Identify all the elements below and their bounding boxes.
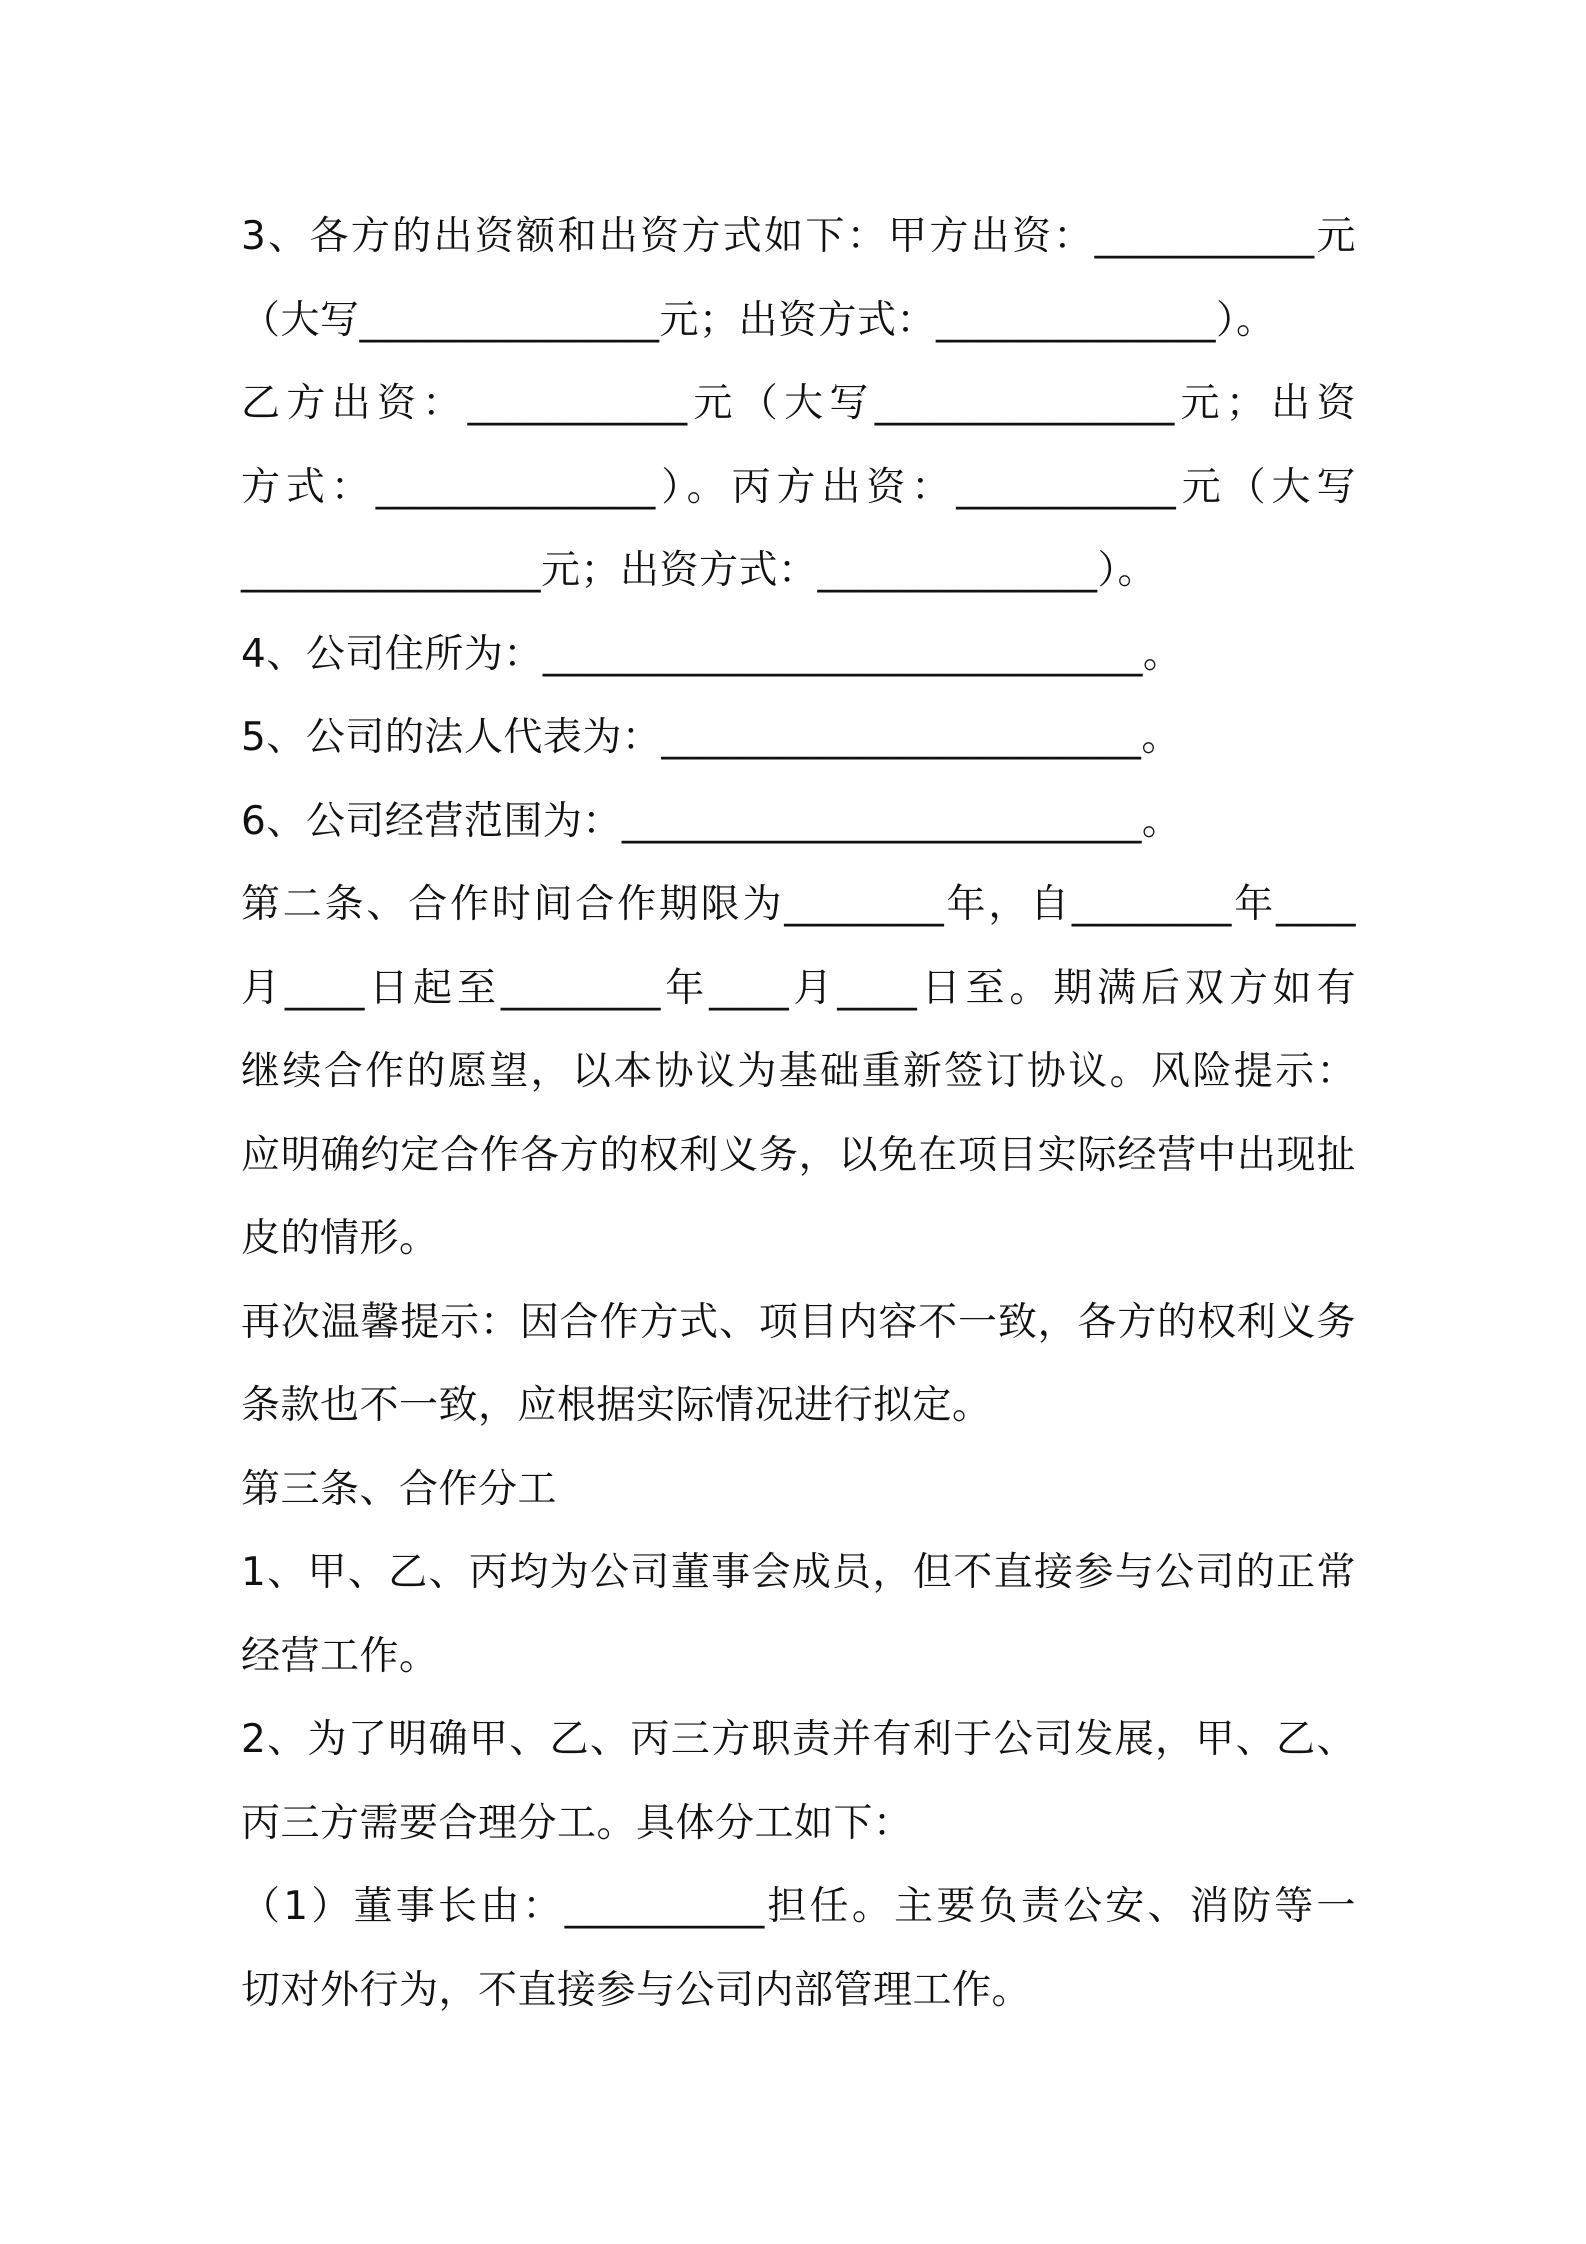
text-line: 再次温馨提示：因合作方式、项目内容不一致，各方的权利义务 [241, 1299, 1356, 1345]
text-line: 第二条、合作时间合作期限为________年，自________年____ [241, 882, 1356, 927]
text-line: 经营工作。 [241, 1633, 439, 1679]
text-line: 继续合作的愿望，以本协议为基础重新签订协议。风险提示： [241, 1049, 1356, 1094]
text-line: 乙方出资：___________元（大写_______________元；出资 [241, 381, 1356, 426]
section-heading: 第三条、合作分工 [241, 1466, 558, 1512]
text-line: 6、公司经营范围为：__________________________。 [241, 798, 1182, 844]
text-line: 方式：______________）。丙方出资：___________元（大写 [241, 464, 1356, 510]
text-line: 2、为了明确甲、乙、丙三方职责并有利于公司发展，甲、乙、 [241, 1717, 1356, 1762]
text-line: （1）董事长由：__________担任。主要负责公安、消防等一 [241, 1884, 1356, 1929]
text-line: 切对外行为，不直接参与公司内部管理工作。 [241, 1967, 1032, 2013]
text-line: 3、各方的出资额和出资方式如下：甲方出资：___________元 [241, 214, 1356, 259]
text-line: _______________元；出资方式：______________）。 [241, 548, 1158, 593]
text-line: 月____日起至________年____月____日至。期满后双方如有 [241, 965, 1356, 1011]
text-line: 5、公司的法人代表为：________________________。 [241, 715, 1181, 760]
text-line: 1、甲、乙、丙均为公司董事会成员，但不直接参与公司的正常 [241, 1550, 1356, 1595]
text-line: （大写_______________元；出资方式：______________）。 [241, 297, 1276, 343]
document-body [241, 195, 1356, 2032]
text-line: 应明确约定合作各方的权利义务，以免在项目实际经营中出现扯 [241, 1132, 1356, 1178]
text-line: 丙三方需要合理分工。具体分工如下： [241, 1800, 913, 1846]
text-line: 皮的情形。 [241, 1216, 439, 1261]
text-line: 条款也不一致，应根据实际情况进行拟定。 [241, 1383, 992, 1428]
text-line: 4、公司住所为：______________________________。 [241, 631, 1183, 677]
